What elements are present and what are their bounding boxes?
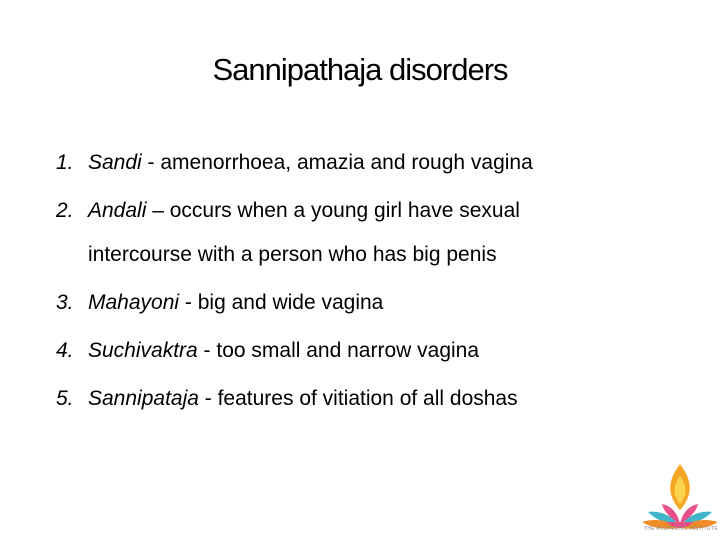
- disorder-list: [56, 150, 656, 434]
- item-term: Sandi: [88, 151, 142, 174]
- item-description: – occurs when a young girl have sexual: [146, 199, 520, 222]
- slide-title: Sannipathaja disorders: [212, 52, 508, 87]
- list-item: [56, 386, 656, 412]
- item-continuation: intercourse with a person who has big penis: [88, 243, 497, 266]
- list-item: [56, 198, 656, 268]
- item-term: Suchivaktra: [88, 339, 198, 362]
- item-description: - amenorrhoea, amazia and rough vagina: [141, 151, 533, 174]
- list-item: [56, 338, 656, 364]
- item-description: - big and wide vagina: [179, 291, 384, 314]
- item-term: Sannipataja: [88, 387, 199, 410]
- item-number: 5.: [56, 387, 74, 410]
- logo-caption: THE AYURVEDIC INSTITUTE: [644, 526, 718, 532]
- list-item: [56, 290, 656, 316]
- item-description: - features of vitiation of all doshas: [198, 387, 518, 410]
- item-term: Andali: [88, 199, 147, 222]
- item-number: 3.: [56, 291, 74, 314]
- item-number: 1.: [56, 151, 74, 174]
- item-description: - too small and narrow vagina: [197, 339, 480, 362]
- item-term: Mahayoni: [88, 291, 180, 314]
- item-number: 2.: [56, 199, 74, 222]
- list-item: [56, 150, 656, 176]
- item-number: 4.: [56, 339, 74, 362]
